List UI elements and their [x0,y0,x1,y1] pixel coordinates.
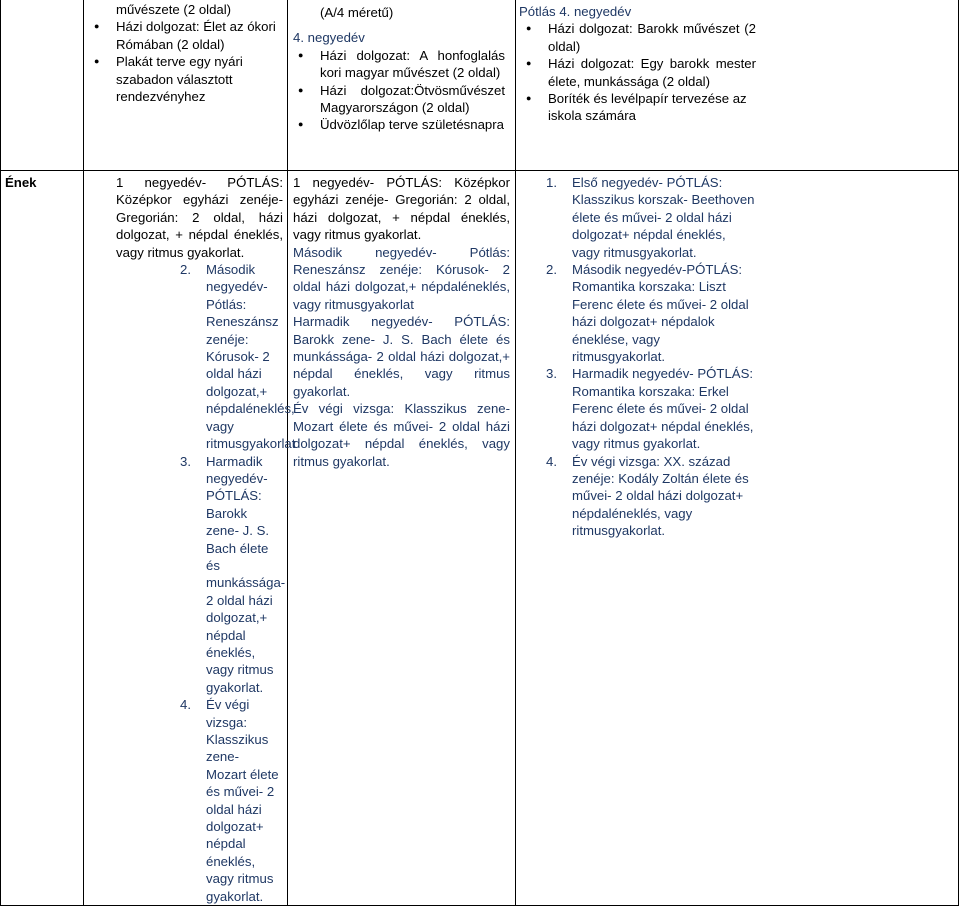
list-item: 1. Első negyedév- PÓTLÁS: Klasszikus korszak- Beethoven élete és művei- 2 oldal házi dolgozat+ népdal éneklés, vagy ritmusgyakorlat. [546,175,755,260]
list-item: ● Házi dolgozat: Egy barokk mester élete, munkássága (2 oldal) [516,55,756,90]
col2-paragraph: Második negyedév- Pótlás: Reneszánsz zenéje: Kórusok- 2 oldal házi dolgozat,+ népdaléneklés, vagy ritmusgyakorlat [293,244,510,312]
col2-cell-enek [288,171,516,906]
col3-cell-enek [516,171,959,906]
col2-cell-top [288,0,516,171]
col2-paragraph: 1 negyedév- PÓTLÁS: Középkor egyházi zenéje- Gregorián: 2 oldal, házi dolgozat, + népdal éneklés, vagy ritmus gyakorlat. [293,175,510,243]
col3-heading: Pótlás 4. negyedév [519,4,632,19]
list-item: ● Boríték és levélpapír tervezése az iskola számára [516,90,756,125]
list-item: 3. Harmadik negyedév- PÓTLÁS: Barokk zene- J. S. Bach élete és munkássága- 2 oldal házi dolgozat,+ népdal éneklés, vagy ritmus gyakorlat. [180,453,286,695]
row-label-enek: Ének [5,175,37,190]
col2-paragraph: Év végi vizsga: Klasszikus zene- Mozart élete és művei- 2 oldal házi dolgozat+ népdal éneklés, vagy ritmus gyakorlat. [293,401,510,469]
col2-heading: 4. negyedév [293,30,365,46]
list-item: ● Plakát terve egy nyári szabadon választott rendezvényhez [84,53,279,105]
list-item: 2. Második negyedév- Pótlás: Reneszánsz zenéje: Kórusok- 2 oldal házi dolgozat,+ népdaléneklés, vagy ritmusgyakorlat [180,262,296,452]
list-item: 3. Harmadik negyedév- PÓTLÁS: Romantika korszaka: Erkel Ferenc élete és művei- 2 oldal házi dolgozat+ népdal éneklés, vagy ritmus gyakorlat. [546,366,754,452]
table-row-top [1,0,959,171]
list-item: ● Üdvözlőlap terve születésnapra [288,116,505,133]
col1-cell-top [84,0,288,171]
row-label-cell [1,171,84,906]
col1-lead: művészete (2 oldal) [116,2,232,17]
table-row-enek [1,171,959,906]
col3-cell-top [516,0,959,171]
list-item: ● Házi dolgozat:Ötvösművészet Magyarországon (2 oldal) [288,82,505,117]
col2-lead: (A/4 méretű) [320,5,394,20]
list-item: 4. Év végi vizsga: XX. század zenéje: Kodály Zoltán élete és művei- 2 oldal házi dolgozat+ népdaléneklés, vagy ritmusgyakorlat. [546,453,749,539]
list-item: ● Házi dolgozat: A honfoglalás kori magyar művészet (2 oldal) [288,47,505,82]
col1-cell-enek [84,171,296,906]
list-item: ● Házi dolgozat: Barokk művészet (2 oldal) [516,20,756,55]
col1-intro: 1 negyedév- PÓTLÁS: Középkor egyházi zenéje- Gregorián: 2 oldal, házi dolgozat, + népdal éneklés, vagy ritmus gyakorlat. [116,175,283,260]
list-item: ● Házi dolgozat: Élet az ókori Rómában (2 oldal) [84,18,279,53]
row-label-cell [1,0,84,171]
list-item: 4. Év végi vizsga: Klasszikus zene- Mozart élete és művei- 2 oldal házi dolgozat+ népdal éneklés, vagy ritmus gyakorlat. [180,697,279,904]
list-item: 2. Második negyedév-PÓTLÁS: Romantika korszaka: Liszt Ferenc élete és művei- 2 oldal házi dolgozat+ népdalok éneklése, vagy ritmusgyakorlat. [546,262,749,365]
col2-paragraph: Harmadik negyedév- PÓTLÁS: Barokk zene- J. S. Bach élete és munkássága- 2 oldal házi dolgozat,+ népdal éneklés, vagy ritmus gyakorlat. [293,314,510,399]
